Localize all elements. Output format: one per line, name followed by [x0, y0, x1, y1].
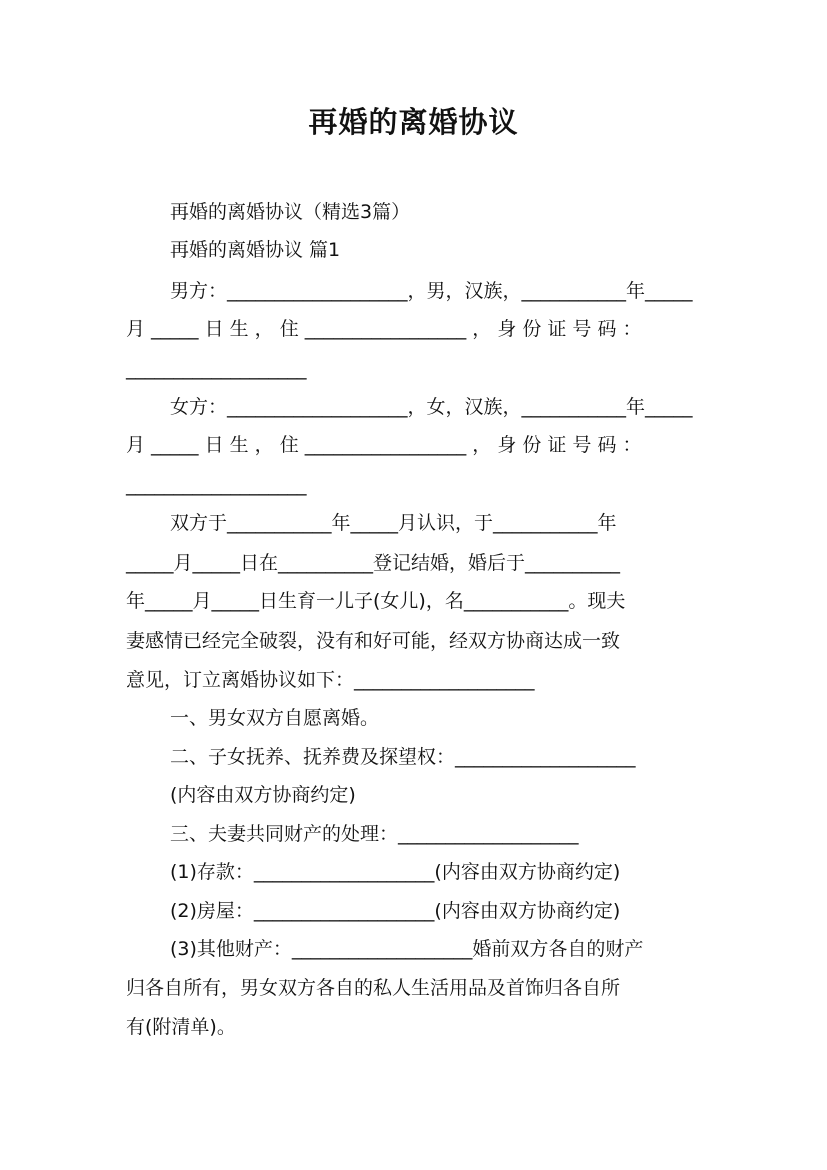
text-line: (3)其他财产：___________________婚前双方各自的财产 [170, 938, 644, 960]
text-line: 月 _____ 日 生 ， 住 _________________ ， 身 份 证 号 码 ： [126, 318, 642, 340]
text-line: 月 _____ 日 生 ， 住 _________________ ， 身 份 证 号 码 ： [126, 434, 642, 456]
text-line: 再婚的离婚协议（精选3篇） [170, 201, 411, 223]
text-line: (内容由双方协商约定) [170, 784, 356, 806]
text-line: 年_____月_____日生育一儿子(女儿)，名___________。现夫 [126, 590, 626, 612]
text-line: 妻感情已经完全破裂，没有和好可能，经双方协商达成一致 [126, 630, 621, 652]
text-line: _____月_____日在__________登记结婚，婚后于__________ [126, 552, 621, 574]
document-title: 再婚的离婚协议 [308, 105, 519, 139]
text-line: (2)房屋：___________________(内容由双方协商约定) [170, 900, 621, 922]
text-line: 女方：___________________，女，汉族，___________年_____ [170, 396, 693, 418]
text-line: 男方：___________________，男，汉族，___________年_____ [170, 280, 693, 302]
text-line: ___________________ [126, 474, 307, 496]
text-line: 双方于___________年_____月认识，于___________年 [170, 512, 617, 534]
text-line: 三、夫妻共同财产的处理：___________________ [170, 823, 579, 845]
text-line: ___________________ [126, 358, 307, 380]
text-line: 二、子女抚养、抚养费及探望权：___________________ [170, 746, 636, 768]
text-line: (1)存款：___________________(内容由双方协商约定) [170, 861, 621, 883]
text-line: 有(附清单)。 [126, 1016, 236, 1038]
text-line: 意见，订立离婚协议如下：___________________ [126, 669, 535, 691]
text-line: 再婚的离婚协议 篇1 [170, 239, 341, 261]
text-line: 一、男女双方自愿离婚。 [170, 707, 380, 729]
text-line: 归各自所有，男女双方各自的私人生活用品及首饰归各自所 [126, 977, 621, 999]
